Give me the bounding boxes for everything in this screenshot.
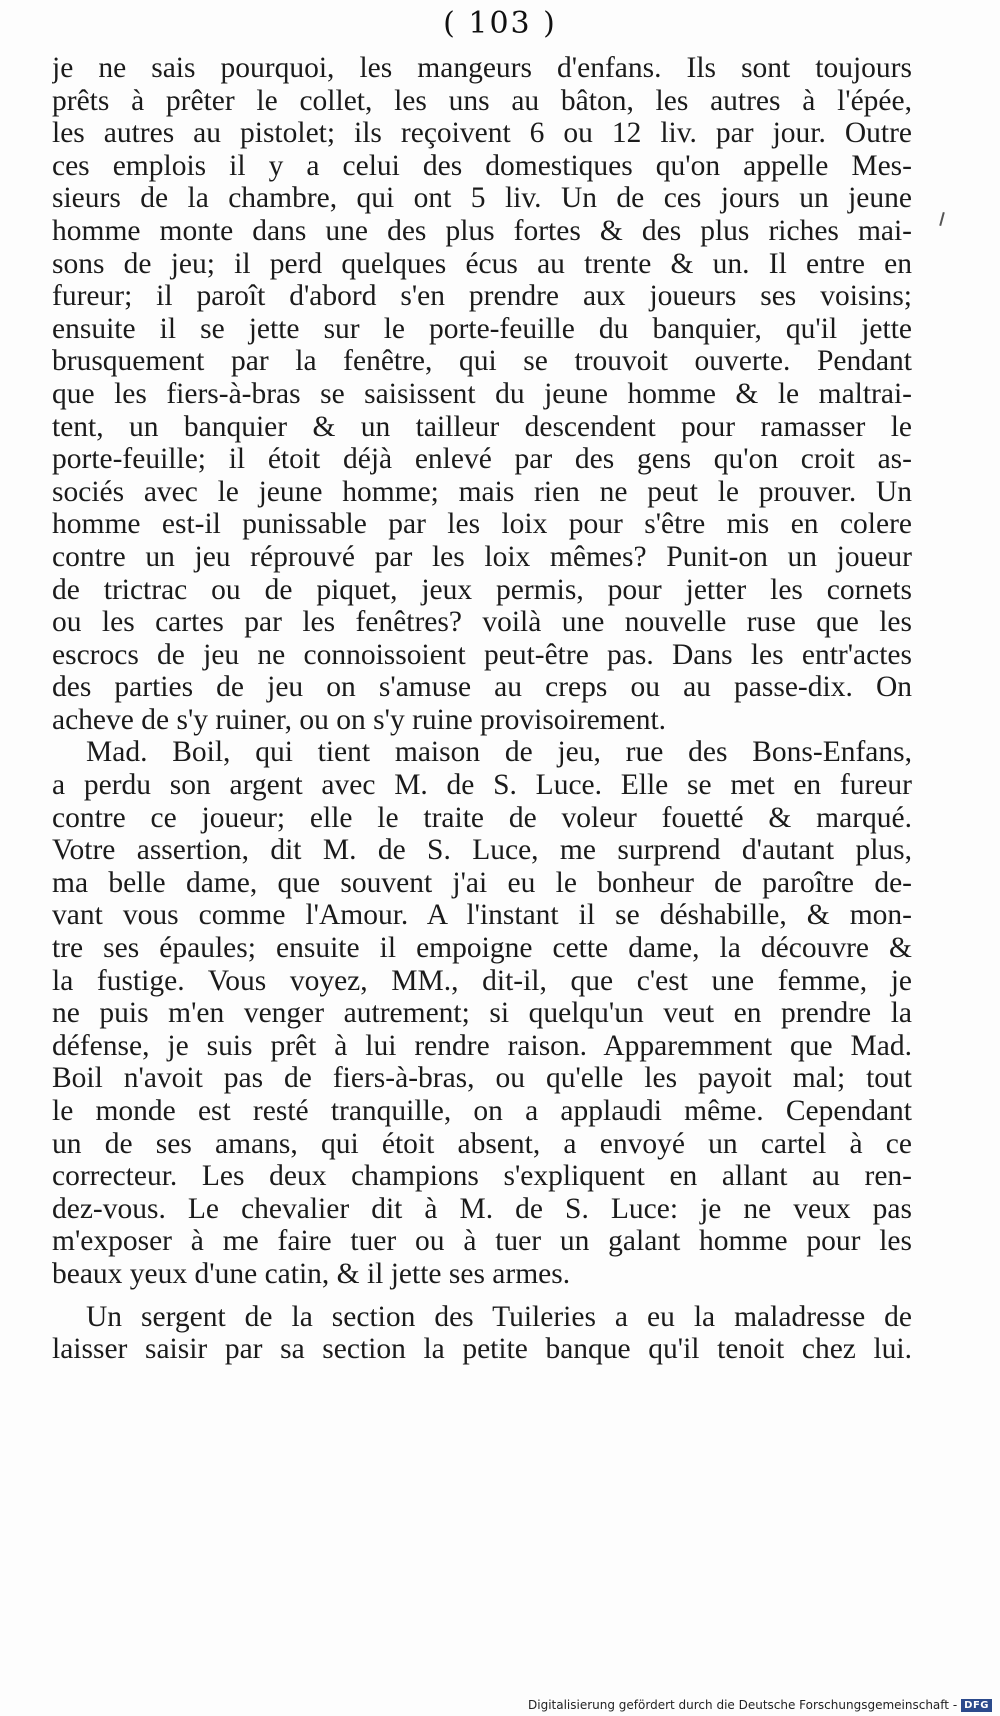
text-line: porte-feuille; il étoit déjà enlevé par des gens qu'on croit as- — [52, 443, 912, 476]
text-line: Mad. Boil, qui tient maison de jeu, rue des Bons-Enfans, — [86, 736, 912, 769]
digitization-footer — [528, 1698, 992, 1712]
text-line: ensuite il se jette sur le porte-feuille du banquier, qu'il jette — [52, 312, 912, 345]
paragraph-gap — [52, 1291, 912, 1301]
paragraph — [52, 52, 912, 736]
text-line: acheve de s'y ruiner, ou on s'y ruine provisoirement. — [52, 703, 667, 736]
text-line: brusquement par la fenêtre, qui se trouvoit ouverte. Pendant — [52, 345, 912, 378]
paragraph — [52, 736, 912, 1290]
text-line: des parties de jeu on s'amuse au creps ou au passe-dix. On — [52, 671, 912, 704]
text-line: que les fiers-à-bras se saisissent du jeune homme & le maltrai- — [52, 377, 912, 410]
margin-mark — [939, 212, 945, 226]
text-line: dez-vous. Le chevalier dit à M. de S. Luce: je ne veux pas — [52, 1192, 912, 1225]
text-line: la fustige. Vous voyez, MM., dit-il, que c'est une femme, je — [52, 964, 912, 997]
text-line: Boil n'avoit pas de fiers-à-bras, ou qu'elle les payoit mal; tout — [52, 1062, 912, 1095]
text-line: tre ses épaules; ensuite il empoigne cette dame, la découvre & — [52, 932, 912, 965]
text-line: ces emplois il y a celui des domestiques qu'on appelle Mes- — [52, 149, 912, 182]
text-line: le monde est resté tranquille, on a applaudi même. Cependant — [52, 1095, 912, 1127]
text-line: prêts à prêter le collet, les uns au bâton, les autres à l'épée, — [52, 84, 912, 117]
text-line: contre ce joueur; elle le traite de voleur fouetté & marqué. — [52, 801, 912, 834]
text-line: a perdu son argent avec M. de S. Luce. Elle se met en fureur — [52, 769, 912, 802]
text-line: homme monte dans une des plus fortes & des plus riches mai- — [52, 214, 912, 247]
page-number: ( 103 ) — [443, 6, 557, 41]
text-line: fureur; il paroît d'abord s'en prendre aux joueurs ses voisins; — [52, 280, 912, 313]
text-line: je ne sais pourquoi, les mangeurs d'enfans. Ils sont toujours — [52, 52, 912, 84]
text-line: les autres au pistolet; ils reçoivent 6 ou 12 liv. par jour. Outre — [52, 117, 912, 150]
text-line: vant vous comme l'Amour. A l'instant il se déshabille, & mon- — [52, 899, 912, 932]
text-line: ma belle dame, que souvent j'ai eu le bonheur de paroître de- — [52, 866, 912, 899]
text-line: sons de jeu; il perd quelques écus au trente & un. Il entre en — [52, 247, 912, 280]
footer-credit: Digitalisierung gefördert durch die Deutsche Forschungsgemeinschaft - — [528, 1698, 958, 1712]
text-line: défense, je suis prêt à lui rendre raison. Apparemment que Mad. — [52, 1029, 912, 1062]
text-line: de trictrac ou de piquet, jeux permis, pour jetter les cornets — [52, 573, 912, 606]
text-line: ne puis m'en venger autrement; si quelqu'un veut en prendre la — [52, 997, 912, 1030]
text-line: Un sergent de la section des Tuileries a eu la maladresse de — [86, 1300, 912, 1333]
paragraph — [52, 1301, 912, 1366]
text-line: ou les cartes par les fenêtres? voilà une nouvelle ruse que les — [52, 606, 912, 639]
text-line: tent, un banquier & un tailleur descendent pour ramasser le — [52, 410, 912, 443]
text-line: sieurs de la chambre, qui ont 5 liv. Un de ces jours un jeune — [52, 182, 912, 215]
text-line: un de ses amans, qui étoit absent, a envoyé un cartel à ce — [52, 1127, 912, 1160]
text-line: escrocs de jeu ne connoissoient peut-être pas. Dans les entr'actes — [52, 638, 912, 671]
dfg-logo-icon: DFG — [961, 1699, 992, 1712]
text-line: homme est-il punissable par les loix pour s'être mis en colere — [52, 508, 912, 541]
text-line: laisser saisir par sa section la petite banque qu'il tenoit chez lui. — [52, 1333, 912, 1366]
text-line: contre un jeu réprouvé par les loix mêmes? Punit-on un joueur — [52, 540, 912, 573]
body-text — [52, 52, 912, 1366]
text-line: beaux yeux d'une catin, & il jette ses armes. — [52, 1257, 571, 1290]
text-line: correcteur. Les deux champions s'expliquent en allant au ren- — [52, 1160, 912, 1193]
text-line: sociés avec le jeune homme; mais rien ne peut le prouver. Un — [52, 475, 912, 508]
text-line: Votre assertion, dit M. de S. Luce, me surprend d'autant plus, — [52, 834, 912, 867]
text-line: m'exposer à me faire tuer ou à tuer un galant homme pour les — [52, 1225, 912, 1258]
